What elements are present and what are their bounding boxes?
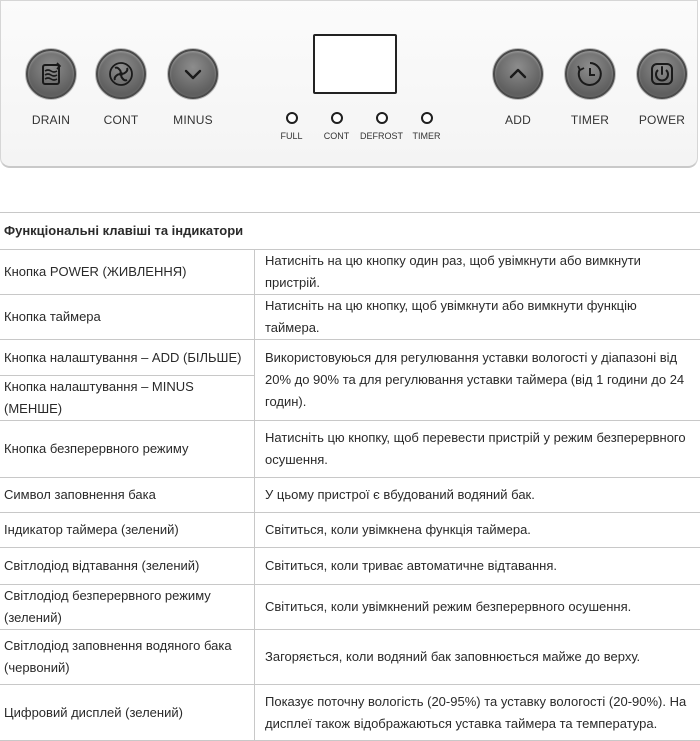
power-icon xyxy=(647,59,677,89)
digital-display xyxy=(313,34,397,94)
led-cont-label: CONT xyxy=(324,131,350,141)
table-row xyxy=(0,548,700,585)
row-desc: Загоряється, коли водяний бак заповнюється майже до верху. xyxy=(255,630,700,685)
table-row xyxy=(0,630,700,685)
row-name: Світлодіод безперервного режиму (зелений) xyxy=(0,585,255,630)
drain-button[interactable] xyxy=(26,49,76,99)
timer-icon xyxy=(575,59,605,89)
drain-icon xyxy=(36,59,66,89)
minus-control xyxy=(157,49,229,127)
led-cont xyxy=(314,112,359,141)
cont-control xyxy=(85,49,157,127)
right-button-group xyxy=(482,49,698,127)
cont-button[interactable] xyxy=(96,49,146,99)
row-name: Індикатор таймера (зелений) xyxy=(0,513,255,548)
timer-control xyxy=(554,49,626,127)
indicator-leds xyxy=(269,112,449,141)
led-full xyxy=(269,112,314,141)
led-defrost-label: DEFROST xyxy=(360,131,403,141)
row-desc: Натисніть на цю кнопку, щоб увімкнути або вимкнути функцію таймера. xyxy=(255,295,700,340)
table-row xyxy=(0,513,700,548)
drain-control xyxy=(15,49,87,127)
add-button[interactable] xyxy=(493,49,543,99)
row-name: Кнопка POWER (ЖИВЛЕННЯ) xyxy=(0,250,255,295)
table-title: Функціональні клавіші та індикатори xyxy=(0,213,700,250)
table-row xyxy=(0,585,700,630)
row-desc: Світиться, коли триває автоматичне відтавання. xyxy=(255,548,700,585)
add-label: ADD xyxy=(505,113,531,127)
minus-button[interactable] xyxy=(168,49,218,99)
chevron-down-icon xyxy=(178,59,208,89)
power-control xyxy=(626,49,698,127)
table-row xyxy=(0,295,700,340)
cont-label: CONT xyxy=(104,113,139,127)
minus-label: MINUS xyxy=(173,113,213,127)
row-name: Кнопка таймера xyxy=(0,295,255,340)
row-desc: Світиться, коли увімкнена функція таймера. xyxy=(255,513,700,548)
timer-label: TIMER xyxy=(571,113,609,127)
table-row xyxy=(0,250,700,295)
led-full-dot xyxy=(286,112,298,124)
led-full-label: FULL xyxy=(280,131,302,141)
row-name: Світлодіод заповнення водяного бака (червоний) xyxy=(0,630,255,685)
table-row xyxy=(0,340,700,376)
power-button[interactable] xyxy=(637,49,687,99)
row-name: Цифровий дисплей (зелений) xyxy=(0,685,255,741)
led-defrost-dot xyxy=(376,112,388,124)
left-button-group xyxy=(15,49,229,127)
add-control xyxy=(482,49,554,127)
row-name: Кнопка безперервного режиму xyxy=(0,421,255,478)
row-desc: Натисніть на цю кнопку один раз, щоб увімкнути або вимкнути пристрій. xyxy=(255,250,700,295)
table-header xyxy=(0,213,700,250)
drain-label: DRAIN xyxy=(32,113,70,127)
timer-button[interactable] xyxy=(565,49,615,99)
row-name: Кнопка налаштування – MINUS (МЕНШЕ) xyxy=(0,376,255,421)
function-keys-table xyxy=(0,212,700,741)
row-desc: Натисніть цю кнопку, щоб перевести пристрій у режим безперервного осушення. xyxy=(255,421,700,478)
led-defrost xyxy=(359,112,404,141)
led-timer xyxy=(404,112,449,141)
fan-icon xyxy=(106,59,136,89)
led-cont-dot xyxy=(331,112,343,124)
control-panel xyxy=(0,0,698,168)
row-name: Світлодіод відтавання (зелений) xyxy=(0,548,255,585)
row-desc: Світиться, коли увімкнений режим безперервного осушення. xyxy=(255,585,700,630)
table-row xyxy=(0,478,700,513)
row-desc: Показує поточну вологість (20-95%) та уставку вологості (20-90%). На дисплеї також відображаються уставка таймера та температура. xyxy=(255,685,700,741)
led-timer-dot xyxy=(421,112,433,124)
row-desc: Використовуюься для регулювання уставки вологості у діапазоні від 20% до 90% та для регулювання уставки таймера (від 1 години до 24 годин). xyxy=(255,340,700,421)
row-name: Кнопка налаштування – ADD (БІЛЬШЕ) xyxy=(0,340,255,376)
row-name: Символ заповнення бака xyxy=(0,478,255,513)
row-desc: У цьому пристрої є вбудований водяний бак. xyxy=(255,478,700,513)
power-label: POWER xyxy=(639,113,685,127)
chevron-up-icon xyxy=(503,59,533,89)
table-row xyxy=(0,421,700,478)
led-timer-label: TIMER xyxy=(413,131,441,141)
table-row xyxy=(0,685,700,741)
